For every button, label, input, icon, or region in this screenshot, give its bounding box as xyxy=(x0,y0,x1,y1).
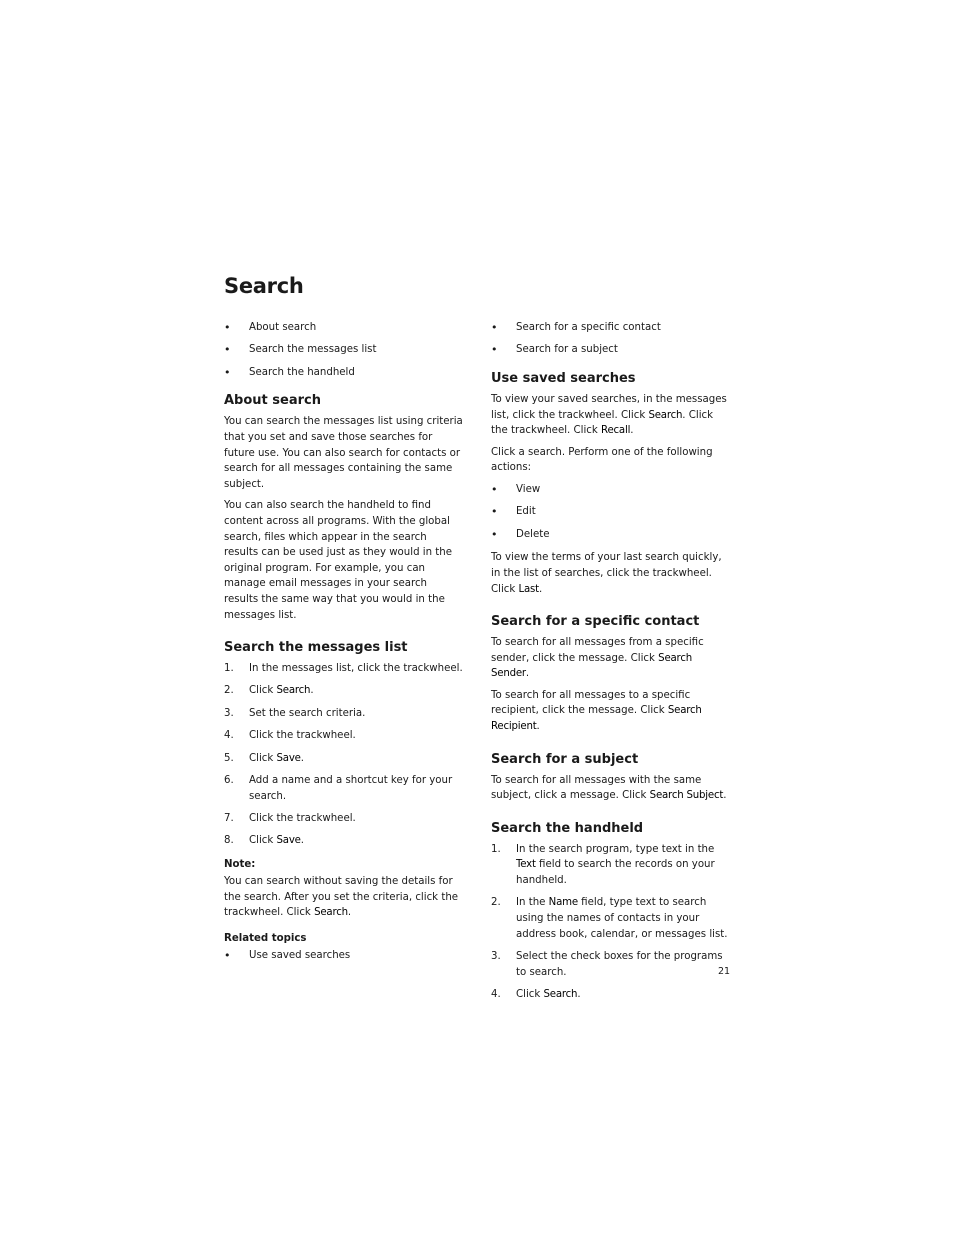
toc-item[interactable]: • About search xyxy=(224,321,317,334)
bullet: • xyxy=(224,948,231,962)
bullet: • xyxy=(491,505,498,519)
ui-term: Search Sender xyxy=(491,652,692,680)
bullet: • xyxy=(224,365,231,379)
ui-term: Search xyxy=(543,989,578,1000)
bullet: • xyxy=(491,527,498,541)
bullet: • xyxy=(224,343,231,357)
saved-paragraph-1: To view your saved searches, in the messages list, click the trackwheel. Click Search. Click the trackwheel. Click Recall. xyxy=(491,393,727,437)
left-column xyxy=(224,320,464,971)
toc-item[interactable]: • Search for a subject xyxy=(491,343,618,357)
about-paragraph-2: You can also search the handheld to find content across all programs. With the global search, files which appear in the search results can be used just as they would in the original program. For example, you can manage email messages in your search results the same way that you would in the messages list. xyxy=(224,500,453,621)
step-item: 1. In the search program, type text in the Text field to search the records on your handheld. xyxy=(491,843,715,887)
ui-term: Search Subject xyxy=(649,790,724,802)
ui-term: Search Recipient xyxy=(491,705,702,733)
toc-item[interactable]: • Search for a specific contact xyxy=(491,321,661,334)
step-item: 4. Click the trackwheel. xyxy=(224,730,356,742)
ui-term: Recall xyxy=(601,425,631,437)
note-text: You can search without saving the details for the search. After you set the criteria, click the trackwheel. Click Search. xyxy=(224,876,459,919)
about-search-heading: About search xyxy=(224,393,321,409)
bullet: • xyxy=(491,321,498,334)
step-item: 3. Set the search criteria. xyxy=(224,707,366,719)
step-item: 7. Click the trackwheel. xyxy=(224,813,356,825)
step-item: 4. Click Search. xyxy=(491,989,581,1000)
saved-paragraph-2: Click a search. Perform one of the following actions: xyxy=(491,446,713,474)
ui-term: Text xyxy=(516,859,536,871)
note-label: Note: xyxy=(224,859,256,871)
related-topics-list xyxy=(224,948,464,964)
search-contact-heading: Search for a specific contact xyxy=(491,614,700,630)
step-item: 2. In the Name field, type text to search using the names of contacts in your address book, calendar, or messages list. xyxy=(491,897,728,940)
use-saved-searches-heading: Use saved searches xyxy=(491,370,636,386)
ui-term: Name xyxy=(548,897,578,909)
step-item: 3. Select the check boxes for the programs to search. xyxy=(491,951,723,978)
step-item: 1. In the messages list, click the trackwheel. xyxy=(224,663,463,675)
ui-term: Save xyxy=(276,835,301,847)
contact-paragraph-2: To search for all messages to a specific recipient, click the message. Click Search Recipient. xyxy=(491,689,702,733)
step-item: 5. Click Save. xyxy=(224,752,304,764)
contact-paragraph-1: To search for all messages from a specific sender, click the message. Click Search Sender. xyxy=(491,637,704,680)
action-item: • Edit xyxy=(491,505,536,519)
related-topics-label: Related topics xyxy=(224,932,307,944)
search-handheld-heading: Search the handheld xyxy=(491,820,644,836)
bullet: • xyxy=(491,482,498,496)
toc-item[interactable]: • Search the handheld xyxy=(224,365,355,379)
subject-paragraph: To search for all messages with the same subject, click a message. Click Search Subject. xyxy=(491,774,727,802)
right-column xyxy=(491,320,731,1011)
step-item: 6. Add a name and a shortcut key for your search. xyxy=(224,775,453,802)
toc-list-left xyxy=(224,320,464,380)
bullet: • xyxy=(491,343,498,357)
search-messages-heading: Search the messages list xyxy=(224,640,408,656)
toc-list-right xyxy=(491,320,731,358)
about-paragraph-1: You can search the messages list using criteria that you set and save those searches for future use. You can also search for contacts or search for all messages containing the same subject. xyxy=(224,416,463,490)
ui-term: Search xyxy=(314,907,348,919)
ui-term: Search xyxy=(276,685,311,697)
step-item: 8. Click Save. xyxy=(224,835,304,847)
bullet: • xyxy=(224,321,231,334)
ui-term: Save xyxy=(276,752,301,764)
page-title: Search xyxy=(224,274,304,298)
search-subject-heading: Search for a subject xyxy=(491,751,639,767)
search-messages-steps xyxy=(224,661,464,849)
action-item: • Delete xyxy=(491,527,550,541)
saved-actions-list xyxy=(491,482,731,542)
ui-term: Search xyxy=(648,409,683,421)
ui-term: Last xyxy=(518,583,539,595)
toc-item[interactable]: • Search the messages list xyxy=(224,343,377,357)
search-handheld-steps xyxy=(491,842,731,1003)
page-number: 21 xyxy=(718,966,731,977)
action-item: • View xyxy=(491,482,541,496)
saved-paragraph-3: To view the terms of your last search quickly, in the list of searches, click the trackwheel. Click Last. xyxy=(491,552,722,595)
step-item: 2. Click Search. xyxy=(224,685,314,697)
related-topic-link[interactable]: • Use saved searches xyxy=(224,948,351,962)
